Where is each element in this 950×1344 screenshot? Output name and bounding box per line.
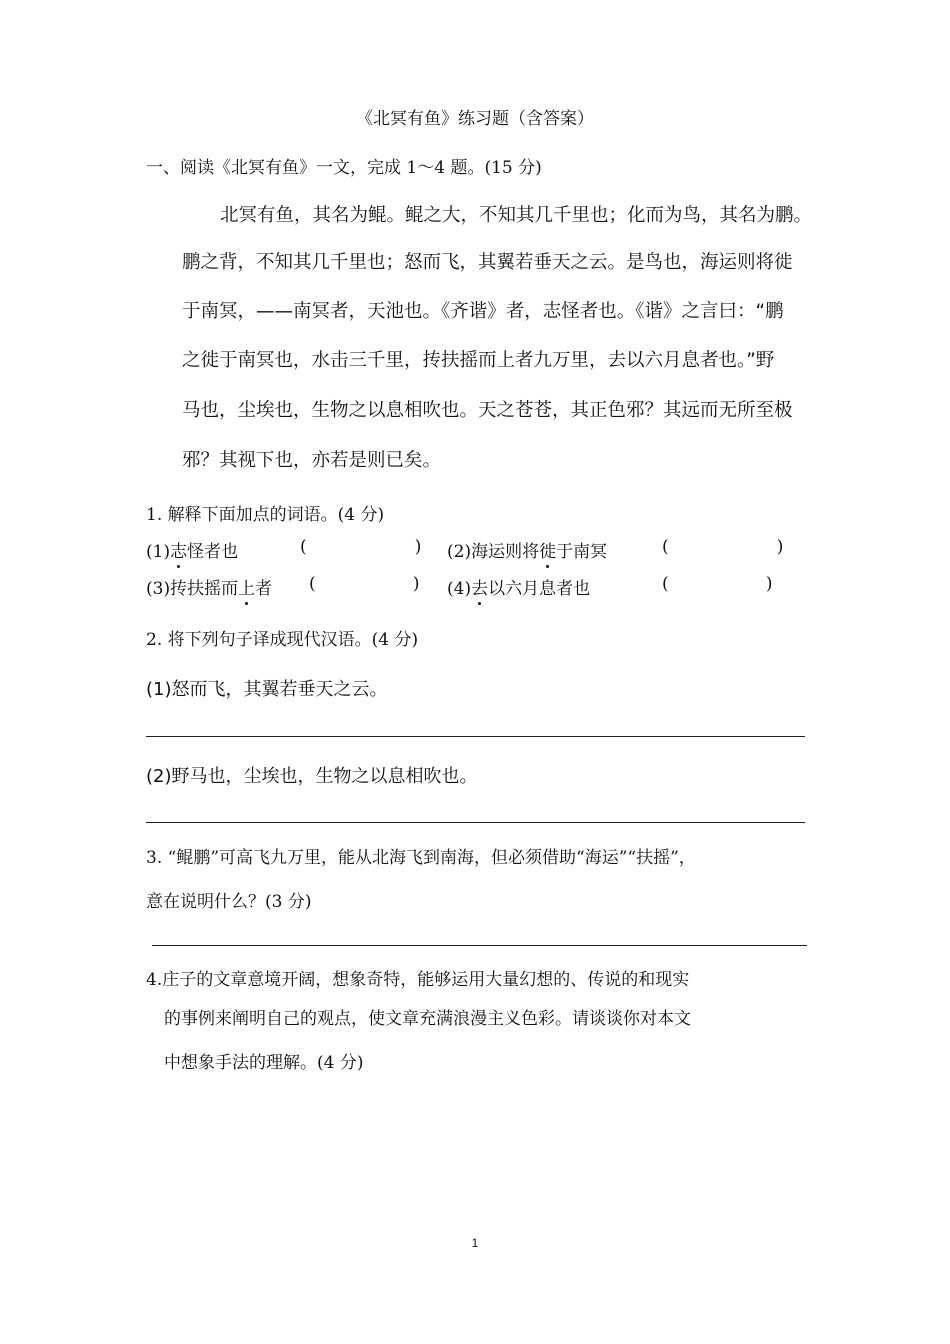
q1-item-2 <box>447 537 607 562</box>
document-title: 《北冥有鱼》练习题（含答案） <box>356 109 594 129</box>
page-number: 1 <box>471 1236 479 1250</box>
question-3-line-1: 3. “鲲鹏”可高飞九万里，能从北海飞到南海，但必须借助“海运”“扶摇”， <box>146 848 696 868</box>
passage-line: 北冥有鱼，其名为鲲。鲲之大，不知其几千里也；化而为鸟，其名为鹏。 <box>220 205 813 226</box>
q1-item-suffix: 者 <box>255 579 273 599</box>
question-3-line-2: 意在说明什么？(3 分) <box>146 892 312 912</box>
dotted-word: 徙 <box>539 537 556 562</box>
answer-line[interactable] <box>146 736 805 737</box>
answer-blank[interactable]: ( ) <box>662 537 784 557</box>
answer-blank[interactable]: ( ) <box>309 574 420 594</box>
section-heading: 一、阅读《北冥有鱼》一文，完成 1～4 题。(15 分) <box>146 158 542 178</box>
passage-line: 邪？其视下也，亦若是则已矣。 <box>182 450 442 471</box>
question-4-line-2: 的事例来阐明自己的观点，使文章充满浪漫主义色彩。请谈谈你对本文 <box>164 1009 691 1029</box>
question-4-line-1: 4.庄子的文章意境开阔，想象奇特，能够运用大量幻想的、传说的和现实 <box>146 970 690 990</box>
question-4-line-3: 中想象手法的理解。(4 分) <box>164 1053 364 1073</box>
passage-line: 鹏之背，不知其几千里也；怒而飞，其翼若垂天之云。是鸟也，海运则将徙 <box>182 252 793 273</box>
q1-item-prefix: (3)抟扶摇而 <box>146 579 239 599</box>
question-1-stem: 1. 解释下面加点的词语。(4 分) <box>146 505 385 525</box>
q2-sentence-2: (2)野马也，尘埃也，生物之以息相吹也。 <box>146 766 478 787</box>
q2-sentence-1: (1)怒而飞，其翼若垂天之云。 <box>146 679 388 700</box>
q1-item-suffix: 怪者也 <box>187 542 239 562</box>
q1-item-3 <box>146 574 272 599</box>
dotted-word: 去 <box>471 574 488 599</box>
dotted-word: 志 <box>170 537 187 562</box>
q1-item-1 <box>146 537 238 562</box>
question-2-stem: 2. 将下列句子译成现代汉语。(4 分) <box>146 630 419 650</box>
q1-item-prefix: (2)海运则将 <box>447 542 540 562</box>
passage-line: 于南冥，——南冥者，天池也。《齐谐》者，志怪者也。《谐》之言曰：“鹏 <box>182 301 784 322</box>
q1-item-suffix: 以六月息者也 <box>488 579 591 599</box>
answer-blank[interactable]: ( ) <box>662 574 773 594</box>
q1-item-prefix: (4) <box>447 579 472 599</box>
q1-item-suffix: 于南冥 <box>556 542 608 562</box>
passage-line: 马也，尘埃也，生物之以息相吹也。天之苍苍，其正色邪？其远而无所至极 <box>182 400 793 421</box>
q1-item-4 <box>447 574 590 599</box>
dotted-word: 上 <box>238 574 255 599</box>
answer-line[interactable] <box>152 945 807 946</box>
passage-line: 之徙于南冥也，水击三千里，抟扶摇而上者九万里，去以六月息者也。”野 <box>182 350 775 371</box>
answer-line[interactable] <box>146 822 805 823</box>
q1-item-prefix: (1) <box>146 542 171 562</box>
answer-blank[interactable]: ( ) <box>300 537 422 557</box>
